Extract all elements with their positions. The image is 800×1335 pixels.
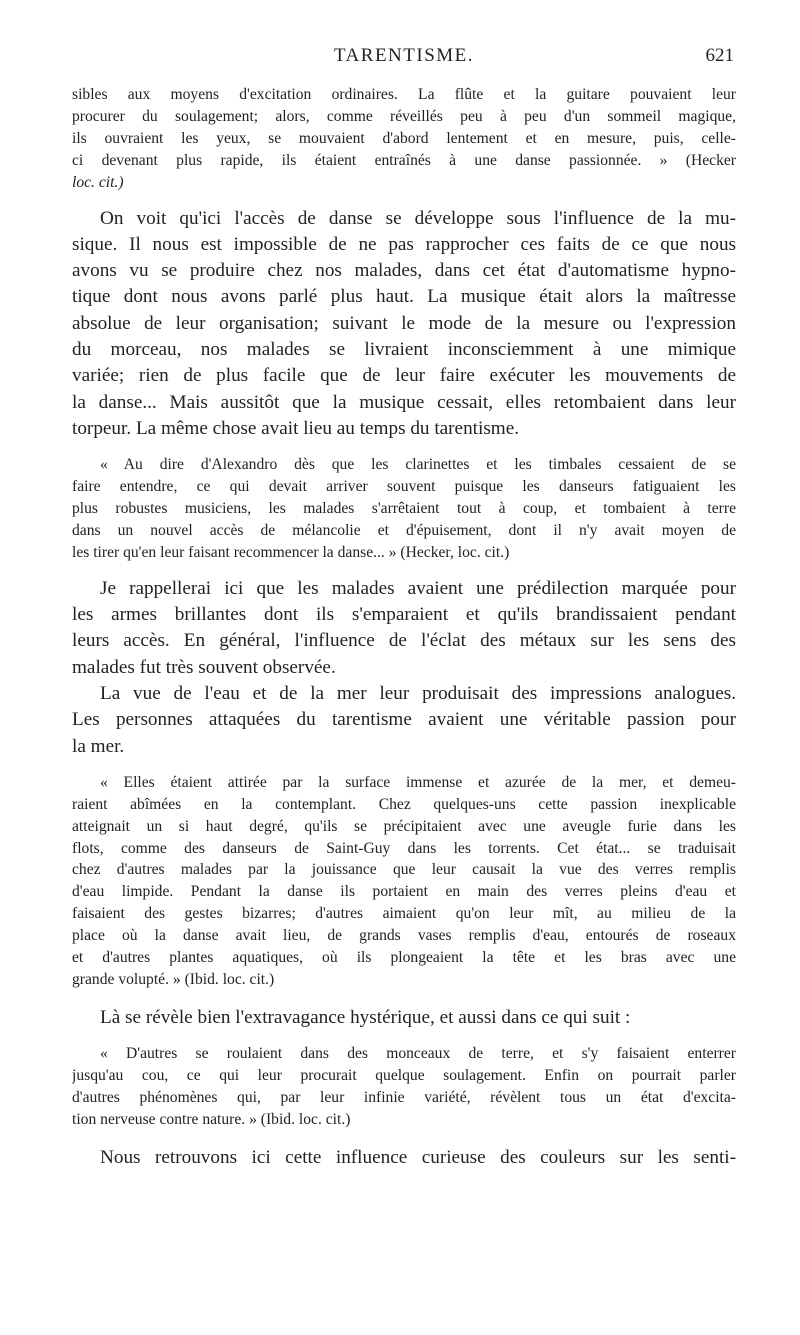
running-header (72, 0, 736, 84)
text-line: malades fut très souvent observée. (72, 656, 336, 678)
text-line: absolue de leur organisation; suivant le mode de la mesure ou l'expression (72, 312, 736, 334)
text-line: avons vu se produire chez nos malades, dans cet état d'automatisme hypno- (72, 260, 736, 282)
citation-text: loc. cit.) (72, 173, 124, 191)
text-line: On voit qu'ici l'accès de danse se développe sous l'influence de la mu- (100, 207, 736, 229)
text-line: les armes brillantes dont ils s'emparaient et qu'ils brandissaient pendant (72, 604, 736, 626)
book-page (72, 0, 736, 1335)
text-line: faisaient des gestes bizarres; d'autres aimaient qu'on leur mît, au milieu de la (72, 905, 736, 923)
body-paragraph (72, 206, 736, 443)
text-line: ils ouvraient les yeux, se mouvaient d'abord lentement et en mesure, puis, celle- (72, 129, 736, 147)
text-line: procurer du soulagement; alors, comme réveillés peu à peu d'un sommeil magique, (72, 107, 736, 125)
text-line: sibles aux moyens d'excitation ordinaires. La flûte et la guitare pouvaient leur (72, 86, 736, 103)
text-line: plus robustes musiciens, les malades s'arrêtaient tout à coup, et tombaient à terre (72, 500, 736, 518)
text-line: Les personnes attaquées du tarentisme avaient une véritable passion pour (72, 709, 736, 731)
page-number: 621 (705, 45, 734, 66)
quote-paragraph (72, 772, 736, 991)
text-line: « D'autres se roulaient dans des monceaux de terre, et s'y faisaient enterrer (100, 1045, 736, 1063)
text-line: raient abîmées en la contemplant. Chez quelques-uns cette passion inexplicable (72, 795, 736, 813)
text-line: variée; rien de plus facile que de leur faire exécuter les mouvements de (72, 365, 736, 387)
text-line: sique. Il nous est impossible de ne pas rapprocher ces faits de ce que nous (72, 233, 736, 255)
text-line: La vue de l'eau et de la mer leur produisait des impressions analogues. (100, 682, 736, 704)
text-line: dans un nouvel accès de mélancolie et d'épuisement, dont il n'y avait moyen de (72, 521, 736, 539)
text-line: la danse... Mais aussitôt que la musique cessait, elles retombaient dans leur (72, 391, 736, 413)
text-line: la mer. (72, 735, 125, 757)
text-line: ci devenant plus rapide, ils étaient entraînés à une danse passionnée. » (Hecker (72, 151, 736, 169)
text-line: d'autres phénomènes qui, par leur infinie variété, révèlent tous un état d'excita- (72, 1088, 736, 1106)
text-line: d'eau limpide. Pendant la danse ils portaient en main des verres pleins d'eau et (72, 883, 736, 901)
text-line: leurs accès. En général, l'influence de l'éclat des métaux sur les sens des (72, 630, 736, 652)
text-line: « Au dire d'Alexandro dès que les clarinettes et les timbales cessaient de se (100, 456, 736, 474)
text-line: Nous retrouvons ici cette influence curieuse des couleurs sur les senti- (100, 1146, 736, 1168)
text-line: du morceau, nos malades se livraient inconsciemment à une mimique (72, 339, 736, 361)
text-line: torpeur. La même chose avait lieu au temps du tarentisme. (72, 417, 520, 439)
text-line: place où la danse avait lieu, de grands vases remplis d'eau, entourés de roseaux (72, 927, 736, 945)
quote-paragraph (72, 1043, 736, 1131)
quote-paragraph (72, 84, 736, 194)
text-line: faire entendre, ce qui devait arriver souvent puisque les danseurs fatiguaient les (72, 478, 736, 496)
body-paragraph (72, 576, 736, 681)
text-line: grande volupté. » (Ibid. loc. cit.) (72, 970, 275, 988)
running-title: TARENTISME. (333, 45, 475, 66)
text-line: les tirer qu'en leur faisant recommencer la danse... » (Hecker, loc. cit.) (72, 543, 510, 561)
text-line: Là se révèle bien l'extravagance hystérique, et aussi dans ce qui suit : (100, 1006, 631, 1028)
text-line: tion nerveuse contre nature. » (Ibid. loc. cit.) (72, 1110, 351, 1128)
body-paragraph (72, 681, 736, 760)
text-line: jusqu'au cou, ce qui leur procurait quelque soulagement. Enfin on pourrait parler (72, 1067, 736, 1085)
body-paragraph (72, 1005, 736, 1031)
text-line: chez d'autres malades par la jouissance que leur causait la vue des verres remplis (72, 861, 736, 879)
text-line: tique dont nous avons parlé plus haut. La musique était alors la maîtresse (72, 286, 736, 308)
text-line (72, 172, 736, 194)
text-line: Je rappellerai ici que les malades avaient une prédilection marquée pour (100, 577, 736, 599)
body-paragraph (72, 1145, 736, 1171)
text-line: « Elles étaient attirée par la surface immense et azurée de la mer, et demeu- (100, 773, 736, 791)
text-line: et d'autres plantes aquatiques, où ils plongeaient la tête et les bras avec une (72, 949, 736, 967)
text-line: flots, comme des danseurs de Saint-Guy dans les torrents. Cet état... se traduisait (72, 839, 736, 857)
quote-paragraph (72, 454, 736, 564)
text-line: atteignait un si haut degré, qu'ils se précipitaient avec une aveugle furie dans les (72, 817, 736, 835)
